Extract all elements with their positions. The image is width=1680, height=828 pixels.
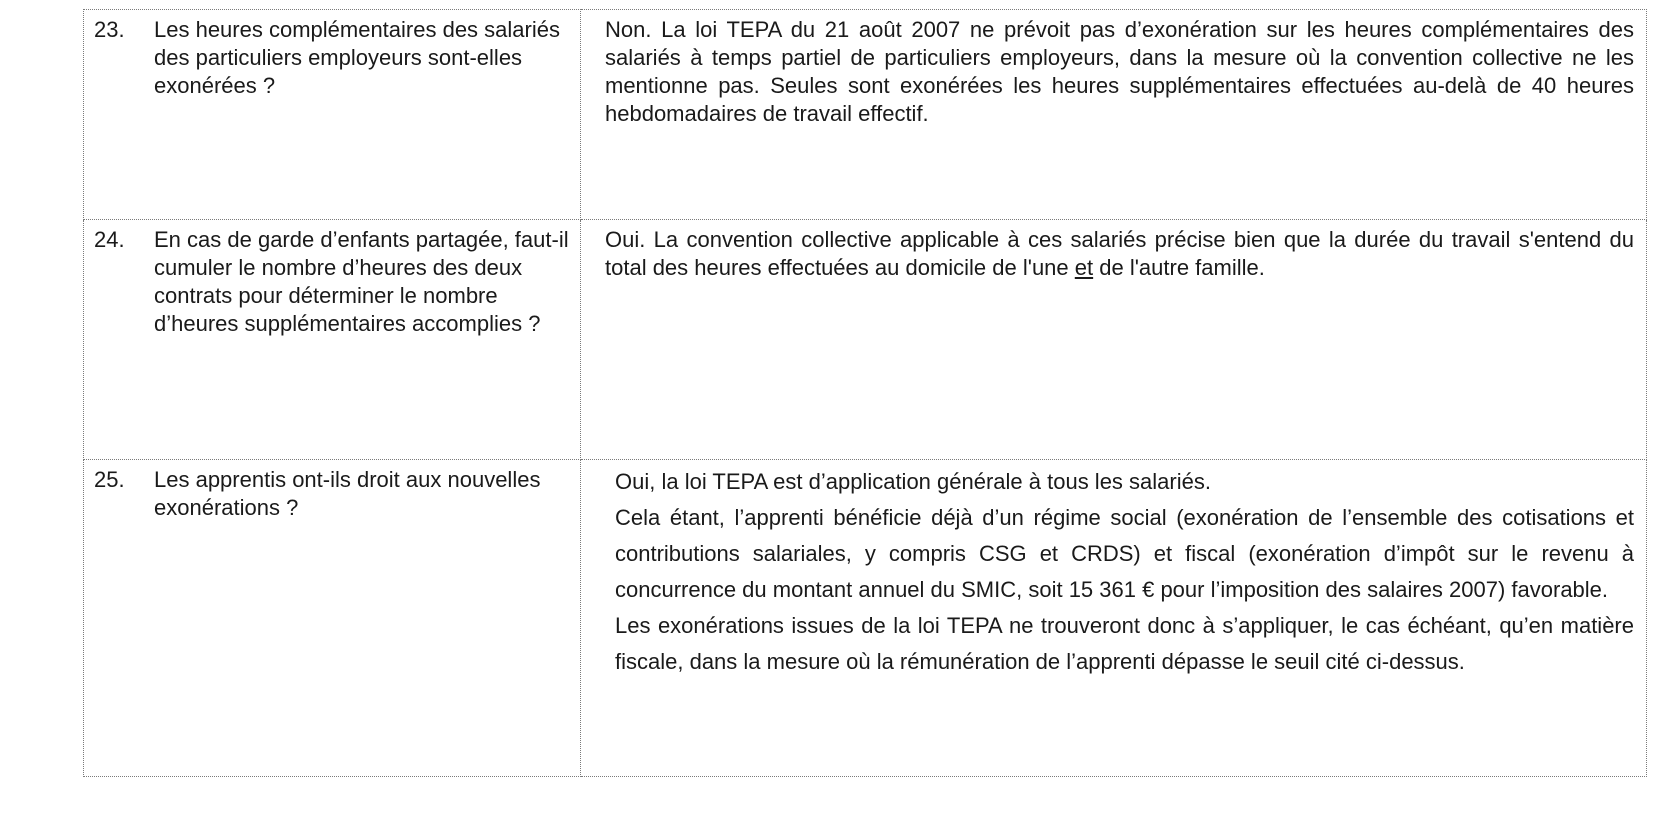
question-cell xyxy=(84,220,581,460)
answer-paragraph: Cela étant, l’apprenti bénéficie déjà d’un régime social (exonération de l’ensemble des cotisations et contributions salariales, y compris CSG et CRDS) et fiscal (exonération d’impôt sur le revenu à concurrence du montant annuel du SMIC, soit 15 361 € pour l’imposition des salaires 2007) favorable. xyxy=(615,505,1634,602)
answer-paragraph: Les exonérations issues de la loi TEPA ne trouveront donc à s’appliquer, le cas échéant, qu’en matière fiscale, dans la mesure où la rémunération de l’apprenti dépasse le seuil cité ci-dessus. xyxy=(615,613,1634,674)
answer-text: Oui. La convention collective applicable à ces salariés précise bien que la durée du travail s'entend du total des heures effectuées au domicile de l'une xyxy=(605,227,1634,280)
table-row xyxy=(84,220,1647,460)
question-text: Les apprentis ont-ils droit aux nouvelles exonérations ? xyxy=(154,467,541,520)
question-number: 25. xyxy=(94,467,125,492)
answer-paragraph xyxy=(605,226,1634,282)
question-text: En cas de garde d’enfants partagée, faut-il cumuler le nombre d’heures des deux contrats pour déterminer le nombre d’heures supplémentaires accomplies ? xyxy=(154,227,569,336)
question-text: Les heures complémentaires des salariés des particuliers employeurs sont-elles exonérées ? xyxy=(154,17,560,98)
answer-paragraph: Non. La loi TEPA du 21 août 2007 ne prévoit pas d’exonération sur les heures complémentaires des salariés à temps partiel de particuliers employeurs, dans la mesure où la convention collective ne les mentionne pas. Seules sont exonérées les heures supplémentaires effectuées au-delà de 40 heures hebdomadaires de travail effectif. xyxy=(605,17,1634,126)
underlined-word: et xyxy=(1074,255,1094,280)
table-row xyxy=(84,10,1647,220)
question-cell xyxy=(84,460,581,777)
table-row xyxy=(84,460,1647,777)
answer-paragraph: Oui, la loi TEPA est d’application générale à tous les salariés. xyxy=(615,469,1211,494)
question-number: 23. xyxy=(94,17,125,42)
faq-table xyxy=(83,9,1647,777)
answer-cell xyxy=(581,460,1647,777)
answer-cell xyxy=(581,220,1647,460)
answer-cell xyxy=(581,10,1647,220)
question-number: 24. xyxy=(94,227,125,252)
question-cell xyxy=(84,10,581,220)
answer-text: de l'autre famille. xyxy=(1093,255,1265,280)
